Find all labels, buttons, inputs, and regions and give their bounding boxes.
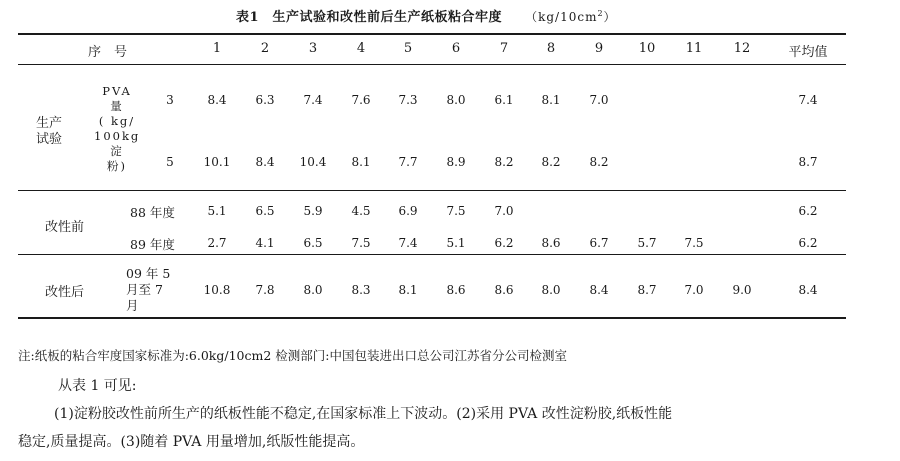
column-header-1: 1 [212,41,222,56]
value-cell: 6.5 [255,204,275,218]
pva-unit-line: 粉) [107,159,127,173]
value-cell: 8.1 [398,283,418,297]
before-year-89: 89 年度 [130,237,175,252]
production-dose-5: 5 [166,155,174,169]
production-label-line1: 生产 [36,116,63,131]
value-cell: 7.4 [398,236,418,250]
value-cell: 5.1 [207,204,227,218]
value-cell: 8.2 [541,155,561,169]
value-cell: 10.4 [299,155,327,169]
column-header-8: 8 [546,41,556,56]
average-cell: 6.2 [798,204,818,218]
value-cell: 7.0 [589,93,609,107]
value-cell: 6.1 [494,93,514,107]
average-cell: 6.2 [798,236,818,250]
value-cell: 6.5 [303,236,323,250]
value-cell: 8.4 [589,283,609,297]
column-header-11: 11 [685,41,703,56]
value-cell: 7.3 [398,93,418,107]
column-header-10: 10 [638,41,656,56]
value-cell: 7.0 [684,283,704,297]
value-cell: 5.7 [637,236,657,250]
value-cell: 9.0 [732,283,752,297]
body-paragraph-line2: 稳定,质量提高。(3)随着 PVA 用量增加,纸版性能提高。 [18,434,365,450]
table-footnote: 注:纸板的粘合牢度国家标准为:6.0kg/10cm2 检测部门:中国包装进出口总公司江苏省分公司检测室 [18,348,567,363]
before-year-88: 88 年度 [130,205,175,220]
before-bottom-rule [18,254,846,255]
after-period-line3: 月 [126,298,139,313]
average-cell: 8.4 [798,283,818,297]
column-header-7: 7 [499,41,509,56]
caption-unit: $(kg/10cm^2)$ [525,9,617,24]
avg-header: 平均值 [788,45,828,60]
value-cell: 6.2 [494,236,514,250]
column-header-5: 5 [403,41,413,56]
value-cell: 10.1 [203,155,231,169]
header-bottom-rule [18,64,846,65]
value-cell: 8.2 [589,155,609,169]
pva-unit-line: 100kg [94,129,141,143]
value-cell: 7.5 [446,204,466,218]
value-cell: 8.4 [207,93,227,107]
value-cell: 8.9 [446,155,466,169]
value-cell: 4.5 [351,204,371,218]
value-cell: 8.6 [541,236,561,250]
table-caption [236,6,617,25]
value-cell: 8.4 [255,155,275,169]
column-header-4: 4 [356,41,366,56]
value-cell: 8.7 [637,283,657,297]
value-cell: 8.1 [351,155,371,169]
pva-unit-line: ( kg/ [98,114,136,128]
body-lead: 从表 1 可见: [58,378,137,394]
column-header-2: 2 [260,41,270,56]
production-bottom-rule [18,190,846,191]
value-cell: 6.3 [255,93,275,107]
column-header-9: 9 [594,41,604,56]
value-cell: 2.7 [207,236,227,250]
value-cell: 5.1 [446,236,466,250]
value-cell: 6.9 [398,204,418,218]
production-dose-3: 3 [166,93,174,107]
before-label: 改性前 [45,220,85,235]
value-cell: 6.7 [589,236,609,250]
value-cell: 7.0 [494,204,514,218]
value-cell: 8.0 [446,93,466,107]
average-cell: 7.4 [798,93,818,107]
average-cell: 8.7 [798,155,818,169]
value-cell: 8.0 [541,283,561,297]
pva-unit-line: 量 [110,99,124,113]
after-period-line2: 月至 7 [126,282,163,297]
value-cell: 8.2 [494,155,514,169]
value-cell: 8.6 [494,283,514,297]
pva-unit-line: 淀 [110,144,124,158]
value-cell: 4.1 [255,236,275,250]
value-cell: 10.8 [203,283,231,297]
caption-title: 表1 生产试验和改性前后生产纸板粘合牢度 [236,10,503,25]
value-cell: 8.6 [446,283,466,297]
table-bottom-rule [18,317,846,319]
value-cell: 7.6 [351,93,371,107]
seq-header: 序 号 [88,45,128,60]
pva-unit-line: PVA [102,84,132,98]
after-label: 改性后 [45,285,85,300]
value-cell: 7.5 [351,236,371,250]
value-cell: 7.5 [684,236,704,250]
production-label-line2: 试验 [36,132,63,147]
value-cell: 8.3 [351,283,371,297]
column-header-3: 3 [308,41,318,56]
value-cell: 5.9 [303,204,323,218]
column-header-12: 12 [733,41,751,56]
column-header-6: 6 [451,41,461,56]
body-paragraph-line1: (1)淀粉胶改性前所生产的纸板性能不稳定,在国家标准上下波动。(2)采用 PVA 改性淀粉胶,纸板性能 [54,406,673,422]
value-cell: 7.7 [398,155,418,169]
value-cell: 7.4 [303,93,323,107]
value-cell: 8.0 [303,283,323,297]
value-cell: 7.8 [255,283,275,297]
after-period-line1: 09 年 5 [126,266,171,281]
pva-dosage-label [94,84,140,174]
value-cell: 8.1 [541,93,561,107]
table-top-rule [18,33,846,35]
